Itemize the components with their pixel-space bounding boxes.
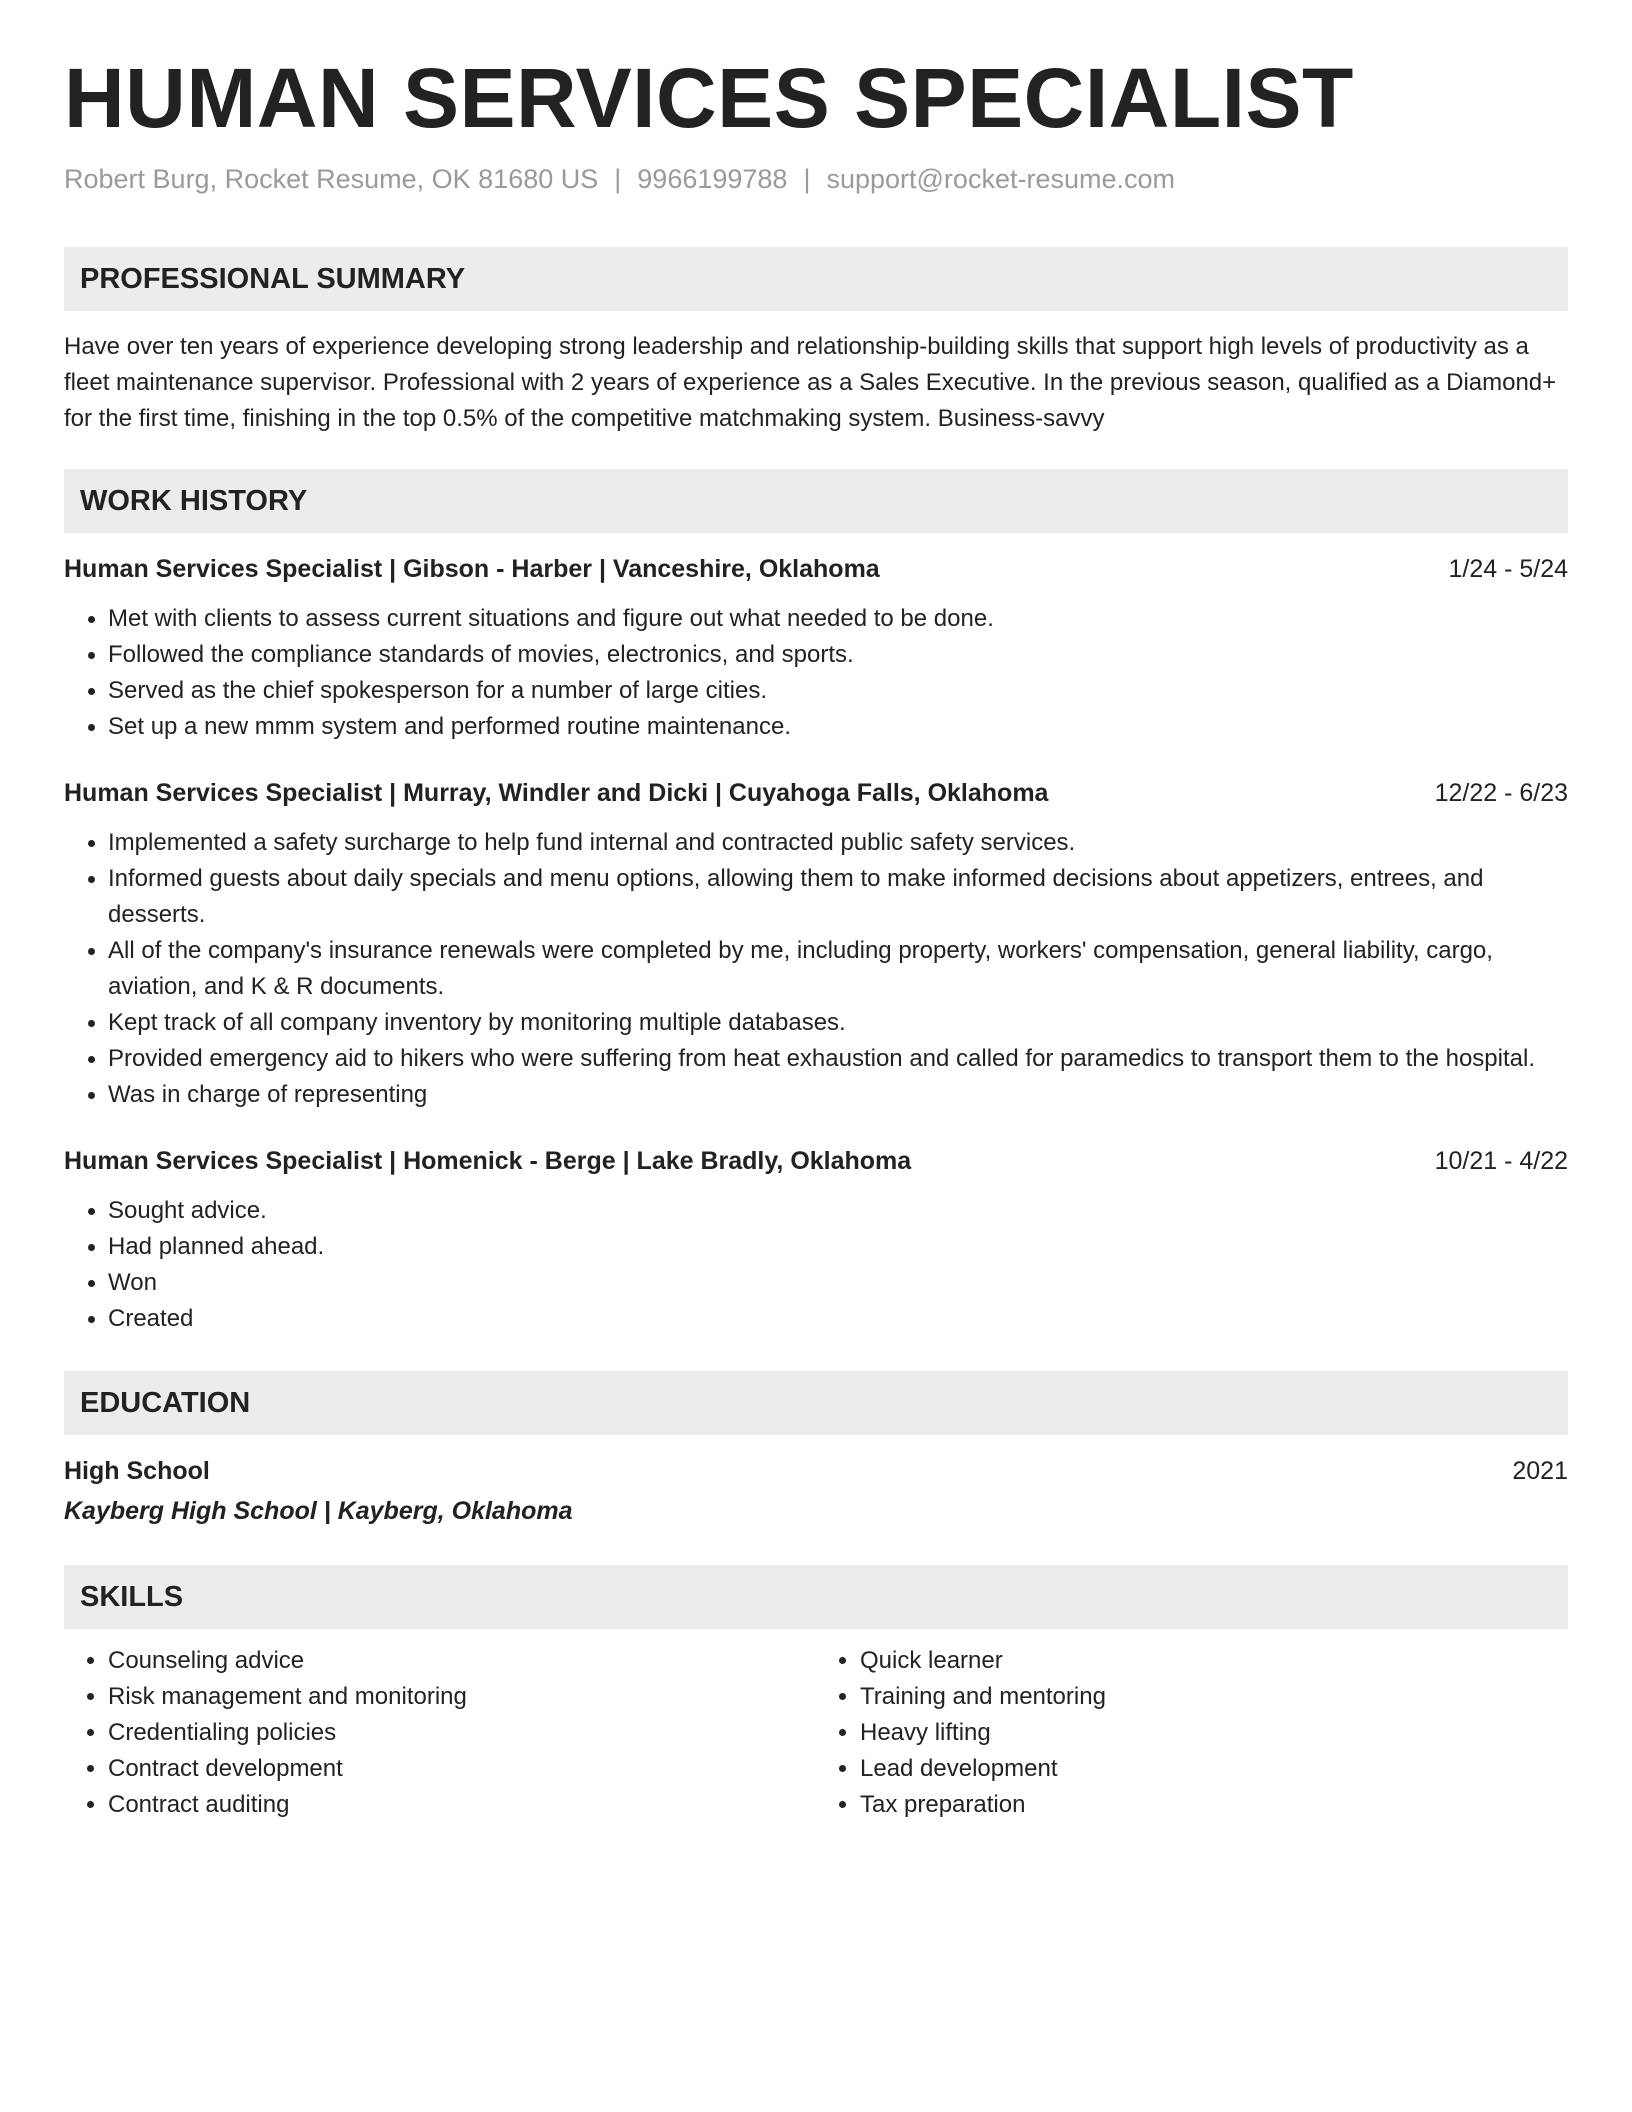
job-bullet-list [64,825,1568,1113]
job-entry [64,775,1568,1113]
job-dates: 1/24 - 5/24 [1448,555,1568,583]
skill-item: • Training and mentoring [860,1679,1568,1715]
skill-item: • Heavy lifting [860,1715,1568,1751]
skill-item: • Credentialing policies [108,1715,816,1751]
job-bullet: • Sought advice. [108,1193,1568,1229]
job-entry [64,551,1568,745]
job-title: Human Services Specialist | Homenick - Berge | Lake Bradly, Oklahoma [64,1147,912,1175]
job-bullet-list [64,1193,1568,1337]
job-bullet: • All of the company's insurance renewals were completed by me, including property, workers' compensation, general liability, cargo, aviation, and K & R documents. [108,933,1568,1005]
skill-item: • Risk management and monitoring [108,1679,816,1715]
summary-text: Have over ten years of experience developing strong leadership and relationship-building skills that support high levels of productivity as a fleet maintenance supervisor. Professional with 2 years of experience as a Sales Executive. In the previous season, qualified as a Diamond+ for the first time, finishing in the top 0.5% of the competitive matchmaking system. Business-savvy [64,333,1557,432]
job-header [64,551,1568,587]
section-heading-summary: PROFESSIONAL SUMMARY [64,247,1568,311]
contact-address: Robert Burg, Rocket Resume, OK 81680 US [64,164,599,194]
job-bullet: • Created [108,1301,1568,1337]
job-dates: 10/21 - 4/22 [1434,1147,1568,1175]
job-bullet: • Was in charge of representing [108,1077,1568,1113]
contact-separator: | [614,164,622,194]
job-header [64,1143,1568,1179]
skill-item: • Quick learner [860,1643,1568,1679]
education-year: 2021 [1512,1457,1568,1485]
skill-item: • Tax preparation [860,1787,1568,1823]
skill-item: • Lead development [860,1751,1568,1787]
job-bullet: • Implemented a safety surcharge to help fund internal and contracted public safety services. [108,825,1568,861]
contact-email: support@rocket-resume.com [826,164,1175,194]
job-bullet: • Followed the compliance standards of movies, electronics, and sports. [108,637,1568,673]
job-bullet: • Kept track of all company inventory by monitoring multiple databases. [108,1005,1568,1041]
education-school: Kayberg High School | Kayberg, Oklahoma [64,1497,573,1525]
job-bullet: • Won [108,1265,1568,1301]
contact-phone: 9966199788 [637,164,788,194]
job-bullet-list [64,601,1568,745]
skills-list [64,1643,1568,1823]
job-bullet: • Served as the chief spokesperson for a number of large cities. [108,673,1568,709]
job-dates: 12/22 - 6/23 [1434,779,1568,807]
skill-item: • Contract auditing [108,1787,816,1823]
skill-item: • Contract development [108,1751,816,1787]
job-entry [64,1143,1568,1337]
work-history-list [64,551,1568,1337]
job-title: Human Services Specialist | Murray, Windler and Dicki | Cuyahoga Falls, Oklahoma [64,779,1049,807]
skills-column-right [816,1643,1568,1823]
job-bullet: • Met with clients to assess current situations and figure out what needed to be done. [108,601,1568,637]
resume-title: HUMAN SERVICES SPECIALIST [64,51,1354,145]
contact-separator: | [803,164,811,194]
job-title: Human Services Specialist | Gibson - Harber | Vanceshire, Oklahoma [64,555,880,583]
skills-column-left [64,1643,816,1823]
skill-item: • Counseling advice [108,1643,816,1679]
contact-line [64,164,1568,195]
job-bullet: • Provided emergency aid to hikers who were suffering from heat exhaustion and called for paramedics to transport them to the hospital. [108,1041,1568,1077]
job-header [64,775,1568,811]
job-bullet: • Informed guests about daily specials and menu options, allowing them to make informed decisions about appetizers, entrees, and desserts. [108,861,1568,933]
section-heading-skills: SKILLS [64,1565,1568,1629]
job-bullet: • Had planned ahead. [108,1229,1568,1265]
education-degree: High School [64,1457,210,1485]
section-heading-work-history: WORK HISTORY [64,469,1568,533]
education-entry [64,1453,1568,1529]
job-bullet: • Set up a new mmm system and performed routine maintenance. [108,709,1568,745]
section-heading-education: EDUCATION [64,1371,1568,1435]
